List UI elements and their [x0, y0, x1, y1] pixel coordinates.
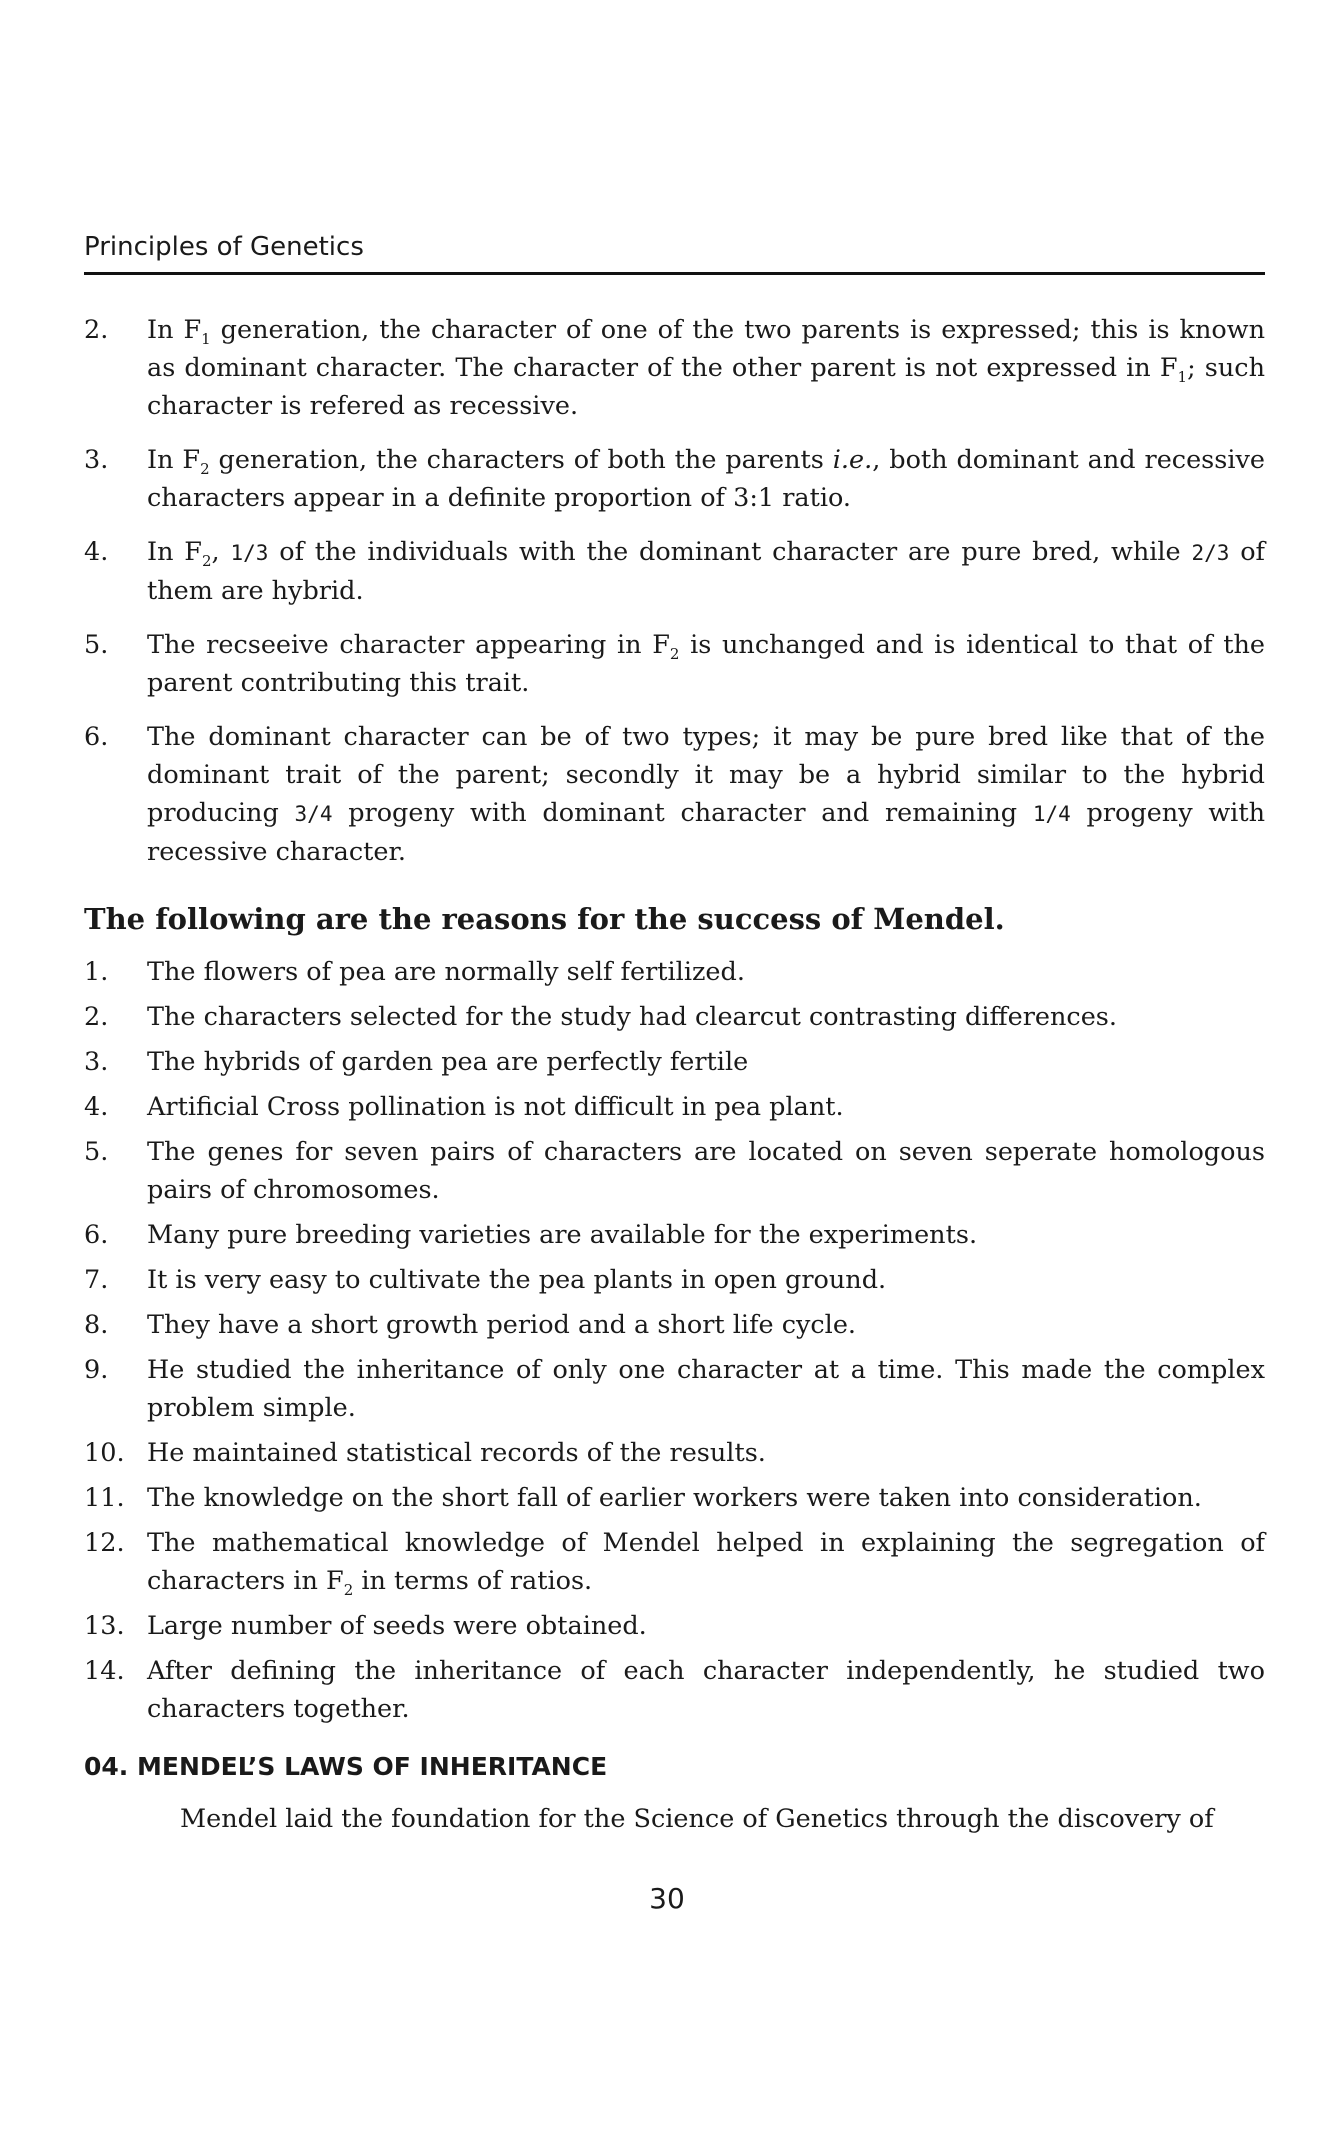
- item-text: The flowers of pea are normally self fertilized.: [147, 957, 745, 987]
- list-item: [84, 953, 1265, 991]
- laws-heading: 04. MENDEL’S LAWS OF INHERITANCE: [84, 1752, 608, 1781]
- item-text: They have a short growth period and a short life cycle.: [147, 1310, 857, 1340]
- item-text: The knowledge on the short fall of earlier workers were taken into consideration.: [147, 1483, 1202, 1513]
- reasons-list: [84, 953, 1265, 1735]
- list-item: [84, 718, 1265, 871]
- list-item: [84, 1216, 1265, 1254]
- list-item: [84, 1607, 1265, 1645]
- page-number: 30: [649, 1882, 685, 1915]
- item-number: 6.: [84, 722, 109, 752]
- list-item: [84, 1434, 1265, 1472]
- list-item: [84, 626, 1265, 702]
- list-item: [84, 1133, 1265, 1209]
- list-item: [84, 1524, 1265, 1600]
- item-text: The genes for seven pairs of characters are located on seven seperate homologous pairs of chromosomes.: [147, 1137, 1265, 1205]
- item-text: The hybrids of garden pea are perfectly fertile: [147, 1047, 749, 1077]
- item-text: In $F_2$ generation, the characters of both the parents i.e., both dominant and recessive characters appear in a definite proportion of 3:1 ratio.: [147, 445, 1265, 513]
- item-number: 3.: [84, 445, 109, 475]
- list-item: [84, 533, 1265, 610]
- item-text: Artificial Cross pollination is not difficult in pea plant.: [147, 1092, 844, 1122]
- item-number: 2.: [84, 315, 109, 345]
- item-number: 3.: [84, 1047, 109, 1077]
- item-text: The characters selected for the study had clearcut contrasting differences.: [147, 1002, 1117, 1032]
- list-item: [84, 441, 1265, 517]
- list-item: [84, 311, 1265, 425]
- list-item: [84, 1306, 1265, 1344]
- item-number: 8.: [84, 1310, 109, 1340]
- list-item: [84, 1261, 1265, 1299]
- header-rule: [84, 272, 1265, 275]
- list-item: [84, 1479, 1265, 1517]
- list-item: [84, 1088, 1265, 1126]
- list-item: [84, 1043, 1265, 1081]
- characteristics-list: [84, 311, 1265, 887]
- item-number: 2.: [84, 1002, 109, 1032]
- item-text: Large number of seeds were obtained.: [147, 1611, 647, 1641]
- item-number: 9.: [84, 1355, 109, 1385]
- item-text: In $F_2$, 1/3 of the individuals with the dominant character are pure bred, while 2/3 of them are hybrid.: [147, 537, 1265, 606]
- item-text: After defining the inheritance of each character independently, he studied two characters together.: [147, 1656, 1265, 1724]
- item-text: He studied the inheritance of only one character at a time. This made the complex problem simple.: [147, 1355, 1265, 1423]
- item-number: 6.: [84, 1220, 109, 1250]
- item-number: 12.: [84, 1528, 125, 1558]
- reasons-heading: The following are the reasons for the success of Mendel.: [84, 902, 1005, 936]
- list-item: [84, 1652, 1265, 1728]
- item-text: The mathematical knowledge of Mendel helped in explaining the segregation of characters in $F_2$ in terms of ratios.: [147, 1528, 1265, 1599]
- item-number: 10.: [84, 1438, 125, 1468]
- item-text: In $F_1$ generation, the character of one of the two parents is expressed; this is known as dominant character. The character of the other parent is not expressed in $F_1$; such character is refered as recessive.: [147, 315, 1265, 421]
- list-item: [84, 998, 1265, 1036]
- item-number: 5.: [84, 1137, 109, 1167]
- item-text: The recseeive character appearing in $F_2$ is unchanged and is identical to that of the parent contributing this trait.: [147, 630, 1266, 698]
- item-text: It is very easy to cultivate the pea plants in open ground.: [147, 1265, 887, 1295]
- item-text: Many pure breeding varieties are available for the experiments.: [147, 1220, 978, 1250]
- item-number: 4.: [84, 537, 109, 567]
- item-number: 5.: [84, 630, 109, 660]
- item-number: 7.: [84, 1265, 109, 1295]
- laws-paragraph: Mendel laid the foundation for the Science of Genetics through the discovery of: [180, 1804, 1214, 1834]
- running-header: Principles of Genetics: [84, 232, 364, 262]
- item-number: 11.: [84, 1483, 125, 1513]
- item-number: 14.: [84, 1656, 125, 1686]
- item-text: The dominant character can be of two types; it may be pure bred like that of the dominant trait of the parent; secondly it may be a hybrid similar to the hybrid producing 3/4 progeny with dominant character and remaining 1/4 progeny with recessive character.: [147, 722, 1265, 867]
- list-item: [84, 1351, 1265, 1427]
- item-number: 1.: [84, 957, 109, 987]
- item-text: He maintained statistical records of the results.: [147, 1438, 766, 1468]
- item-number: 13.: [84, 1611, 125, 1641]
- item-number: 4.: [84, 1092, 109, 1122]
